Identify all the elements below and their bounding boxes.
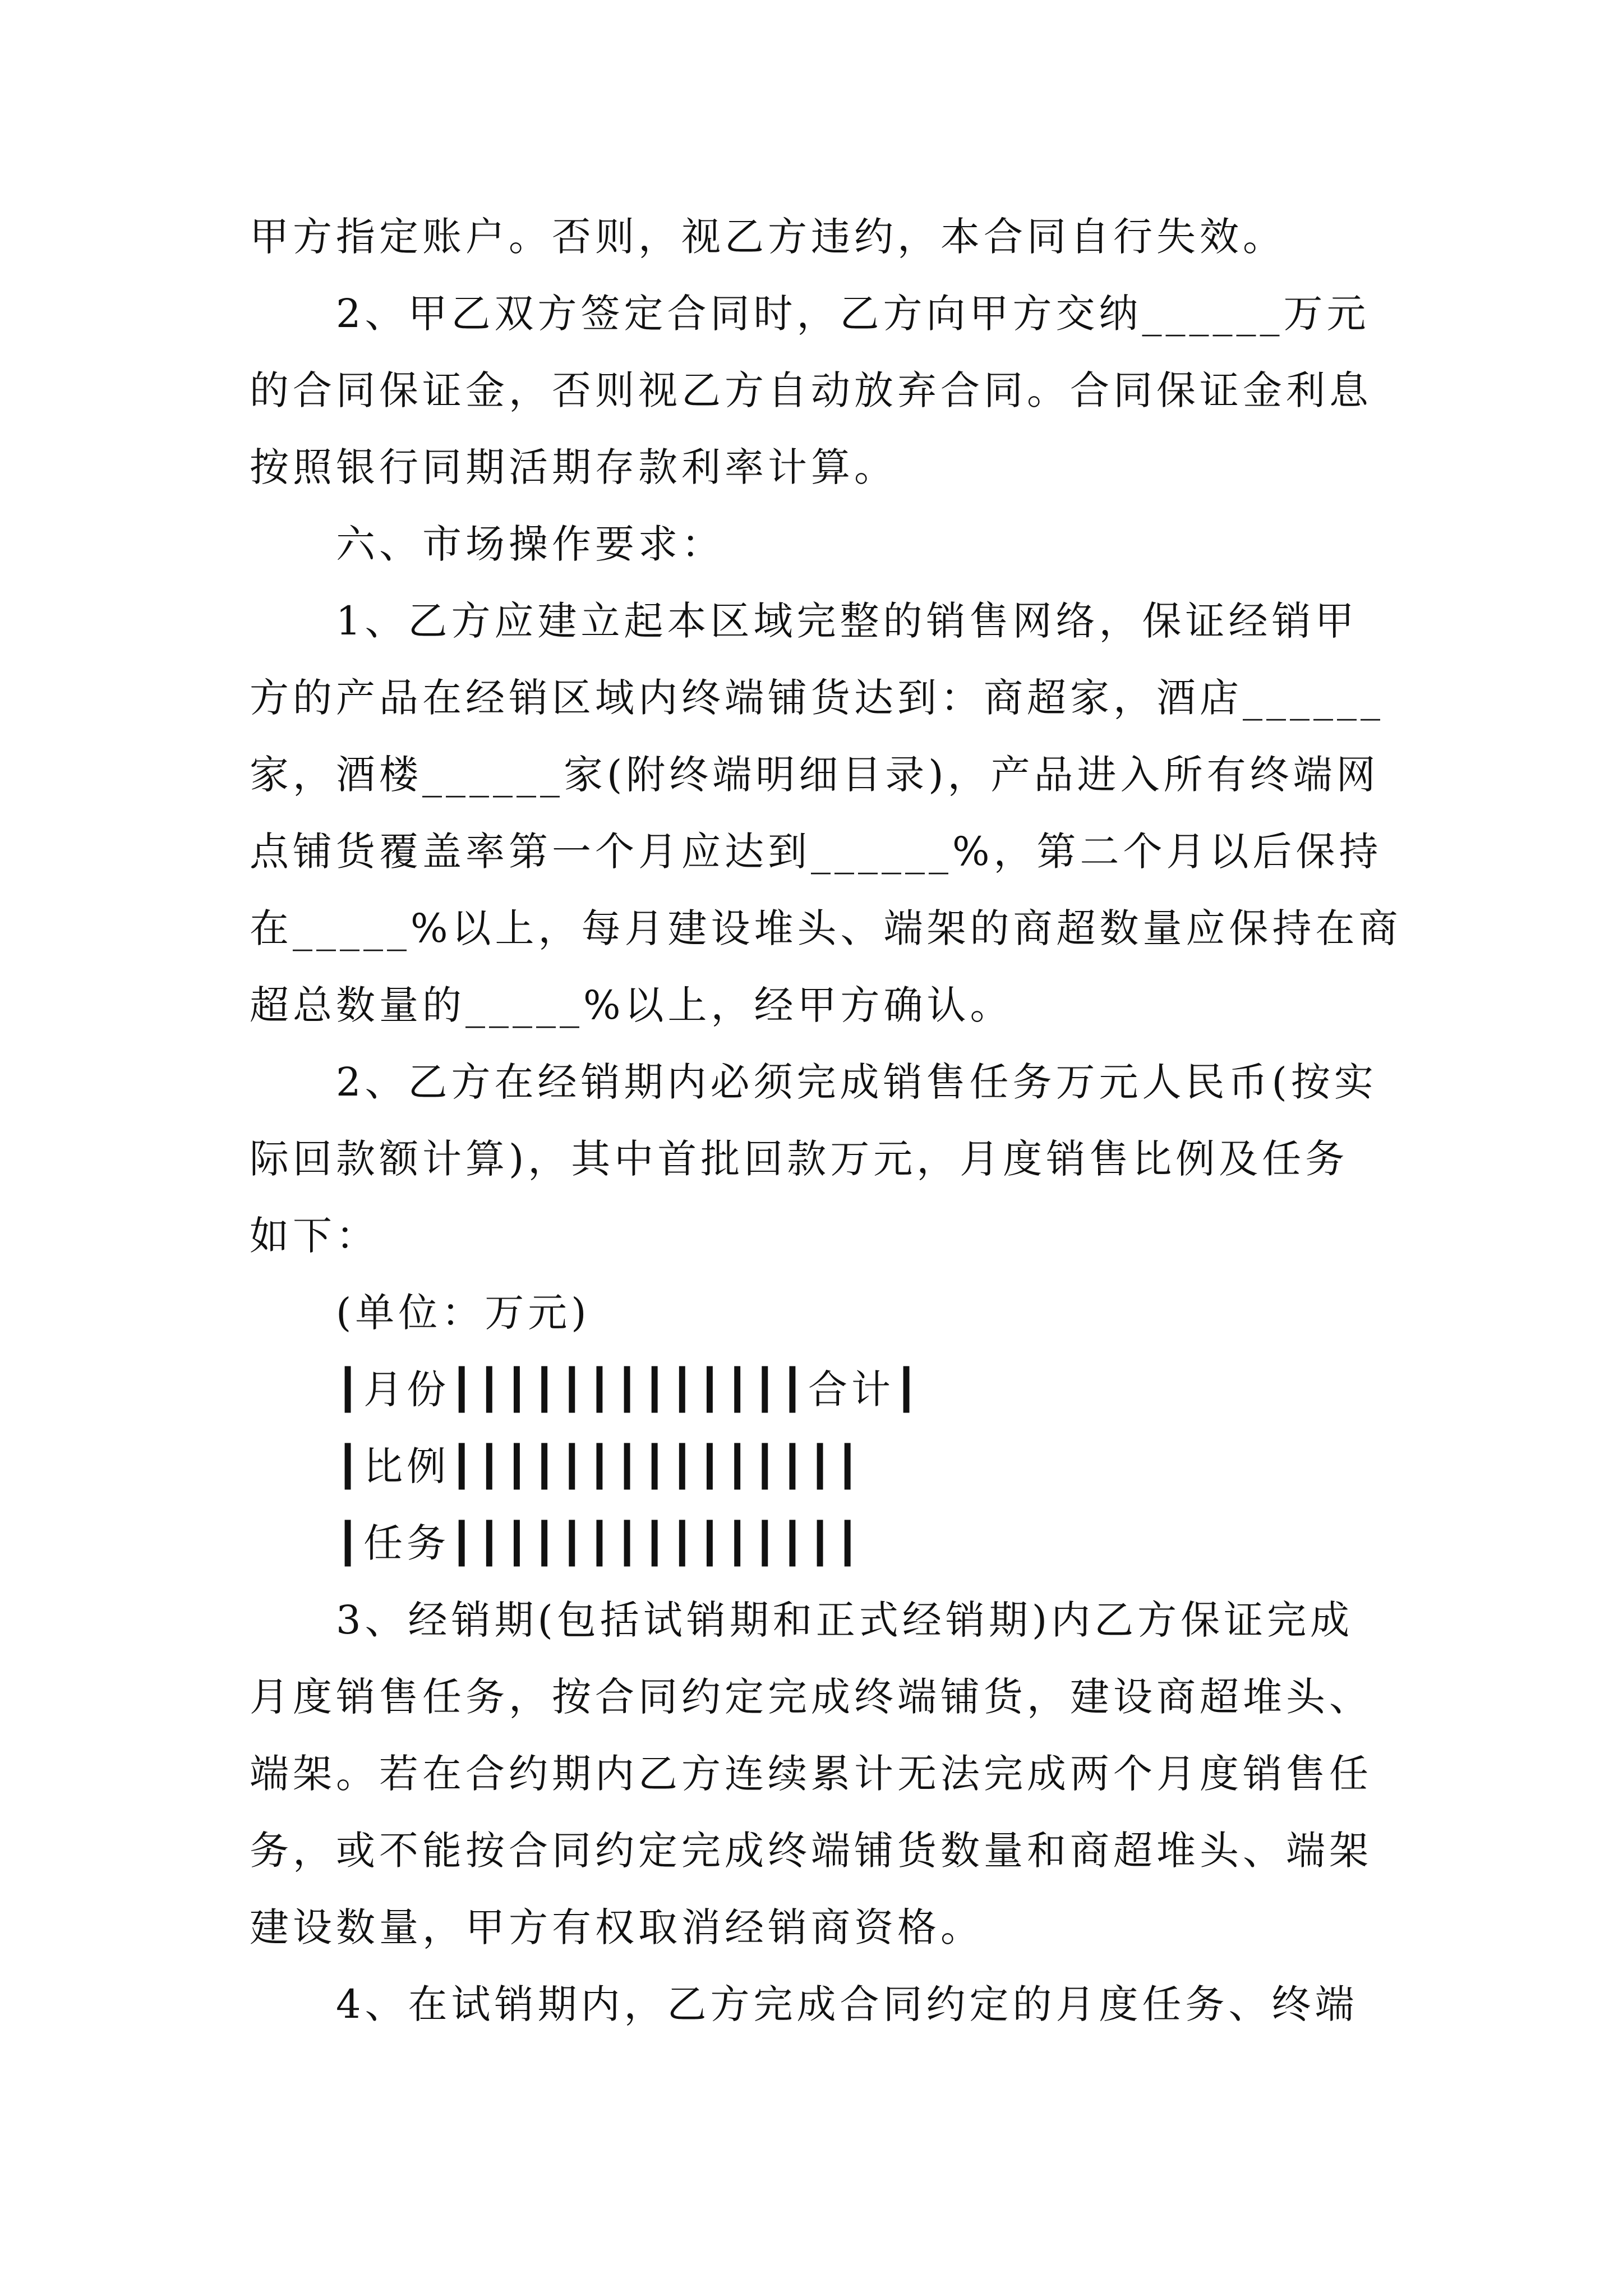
text-line: 甲方指定账户。否则，视乙方违约，本合同自行失效。 (250, 214, 1286, 260)
text-line: 2、乙方在经销期内必须完成销售任务万元人民币(按实 (250, 1059, 1377, 1105)
text-line: 点铺货覆盖率第一个月应达到______%，第二个月以后保持 (250, 829, 1382, 875)
unit-note: (单位：万元) (250, 1290, 591, 1336)
text-line: 1、乙方应建立起本区域完整的销售网络，保证经销甲 (250, 598, 1358, 644)
text-line: 的合同保证金，否则视乙方自动放弃合同。合同保证金利息 (250, 367, 1372, 413)
text-line: 超总数量的_____%以上，经甲方确认。 (250, 982, 1013, 1028)
text-line: 月度销售任务，按合同约定完成终端铺货，建设商超堆头、 (250, 1674, 1372, 1720)
table-row: ┃月份┃┃┃┃┃┃┃┃┃┃┃┃┃合计┃ (250, 1366, 923, 1412)
text-line: 按照银行同期活期存款利率计算。 (250, 444, 897, 490)
table-row: ┃任务┃┃┃┃┃┃┃┃┃┃┃┃┃┃┃ (250, 1520, 864, 1566)
text-line: 3、经销期(包括试销期和正式经销期)内乙方保证完成 (250, 1597, 1354, 1643)
text-line: 务，或不能按合同约定完成终端铺货数量和商超堆头、端架 (250, 1828, 1372, 1874)
section-heading: 六、市场操作要求： (250, 521, 725, 567)
text-line: 4、在试销期内，乙方完成合同约定的月度任务、终端 (250, 1981, 1358, 2027)
table-row: ┃比例┃┃┃┃┃┃┃┃┃┃┃┃┃┃┃ (250, 1443, 864, 1489)
text-line: 际回款额计算)，其中首批回款万元，月度销售比例及任务 (250, 1136, 1349, 1182)
text-line: 端架。若在合约期内乙方连续累计无法完成两个月度销售任 (250, 1751, 1372, 1797)
text-line: 建设数量，甲方有权取消经销商资格。 (250, 1904, 984, 1950)
text-line: 2、甲乙双方签定合同时，乙方向甲方交纳______万元 (250, 291, 1370, 337)
text-line: 方的产品在经销区域内终端铺货达到：商超家，酒店______ (250, 675, 1384, 721)
text-line: 在_____%以上，每月建设堆头、端架的商超数量应保持在商 (250, 905, 1402, 951)
text-line: 如下： (250, 1213, 379, 1259)
text-line: 家，酒楼______家(附终端明细目录)，产品进入所有终端网 (250, 752, 1380, 798)
